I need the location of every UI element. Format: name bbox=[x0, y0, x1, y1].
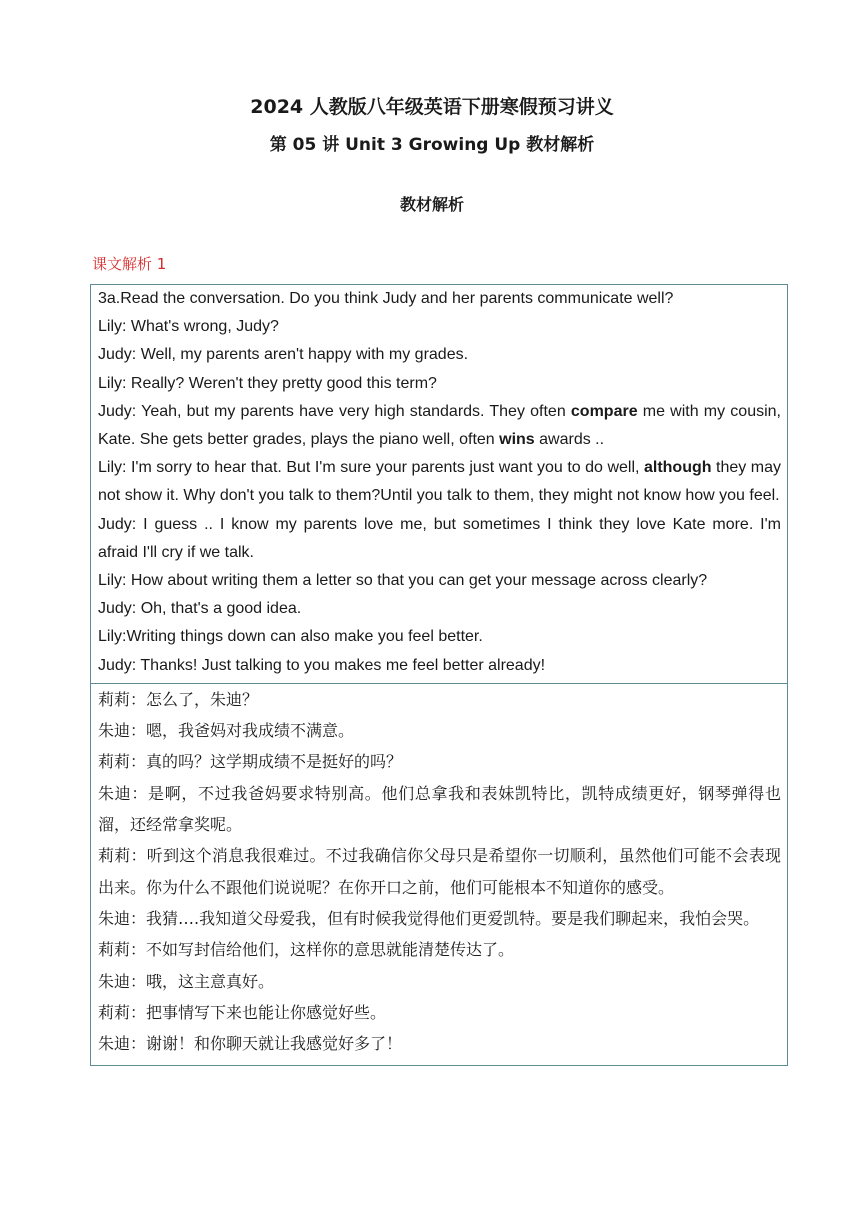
dialogue-line: Lily: Really? Weren't they pretty good this term? bbox=[98, 374, 437, 392]
text-span: awards .. bbox=[534, 431, 605, 449]
document-title: 2024 人教版八年级英语下册寒假预习讲义 bbox=[250, 96, 614, 118]
english-cell bbox=[91, 285, 787, 683]
translation-line: 朱迪：我猜….我知道父母爱我，但有时候我觉得他们更爱凯特。要是我们聊起来，我怕会哭。 bbox=[98, 908, 760, 928]
text-span: they may not show it. Why don't you talk to them?Until you talk to them, they might not know how you feel. bbox=[98, 459, 782, 505]
dialogue-line bbox=[98, 398, 781, 454]
dialogue-line bbox=[98, 454, 781, 510]
instruction-line: 3a.Read the conversation. Do you think Judy and her parents communicate well? bbox=[98, 290, 674, 307]
keyword-compare: compare bbox=[570, 402, 638, 420]
translation-line: 莉莉：听到这个消息我很难过。不过我确信你父母只是希望你一切顺利，虽然他们可能不会表现出来。你为什么不跟他们说说呢？在你开口之前，他们可能根本不知道你的感受。 bbox=[98, 846, 781, 897]
dialogue-line: Judy: Oh, that's a good idea. bbox=[98, 600, 302, 618]
dialogue-line: Lily:Writing things down can also make you feel better. bbox=[98, 628, 483, 646]
text-span: Lily: I'm sorry to hear that. But I'm sure your parents just want you to do well, bbox=[98, 459, 644, 477]
translation-line: 莉莉：把事情写下来也能让你感觉好些。 bbox=[98, 1002, 387, 1022]
keyword-although: although bbox=[643, 459, 712, 477]
translation-line: 莉莉：真的吗？这学期成绩不是挺好的吗？ bbox=[98, 752, 403, 772]
dialogue-line: Judy: I guess .. I know my parents love me, but sometimes I think they love Kate more. I'm afraid I'll cry if we talk. bbox=[98, 515, 781, 561]
text-span: Judy: Yeah, but my parents have very high standards. They often bbox=[98, 402, 571, 420]
translation-line: 莉莉：不如写封信给他们，这样你的意思就能清楚传达了。 bbox=[98, 940, 515, 960]
translation-line: 朱迪：是啊，不过我爸妈要求特别高。他们总拿我和表妹凯特比，凯特成绩更好，钢琴弹得也溜，还经常拿奖呢。 bbox=[98, 783, 781, 835]
text-span: me with my cousin, Kate. She gets better grades, plays the piano well, often bbox=[98, 402, 782, 449]
translation-line: 朱迪：哦，这主意真好。 bbox=[98, 971, 275, 991]
translation-line: 朱迪：嗯，我爸妈对我成绩不满意。 bbox=[98, 721, 355, 741]
dialogue-line: Judy: Well, my parents aren't happy with my grades. bbox=[98, 346, 469, 364]
lesson-subtitle: 第 05 讲 Unit 3 Growing Up 教材解析 bbox=[269, 135, 595, 155]
chinese-cell bbox=[91, 683, 787, 1066]
keyword-wins: wins bbox=[499, 431, 535, 449]
section-heading: 教材解析 bbox=[399, 195, 464, 214]
translation-line: 朱迪：谢谢！和你聊天就让我感觉好多了！ bbox=[98, 1034, 403, 1054]
dialogue-line: Judy: Thanks! Just talking to you makes me feel better already! bbox=[98, 656, 546, 674]
dialogue-line: Lily: How about writing them a letter so that you can get your message across clearly? bbox=[98, 572, 708, 590]
translation-line: 莉莉：怎么了，朱迪？ bbox=[98, 689, 259, 709]
text-table bbox=[90, 284, 788, 1066]
section-label: 课文解析 1 bbox=[92, 255, 167, 273]
dialogue-line: Lily: What's wrong, Judy? bbox=[98, 318, 279, 336]
